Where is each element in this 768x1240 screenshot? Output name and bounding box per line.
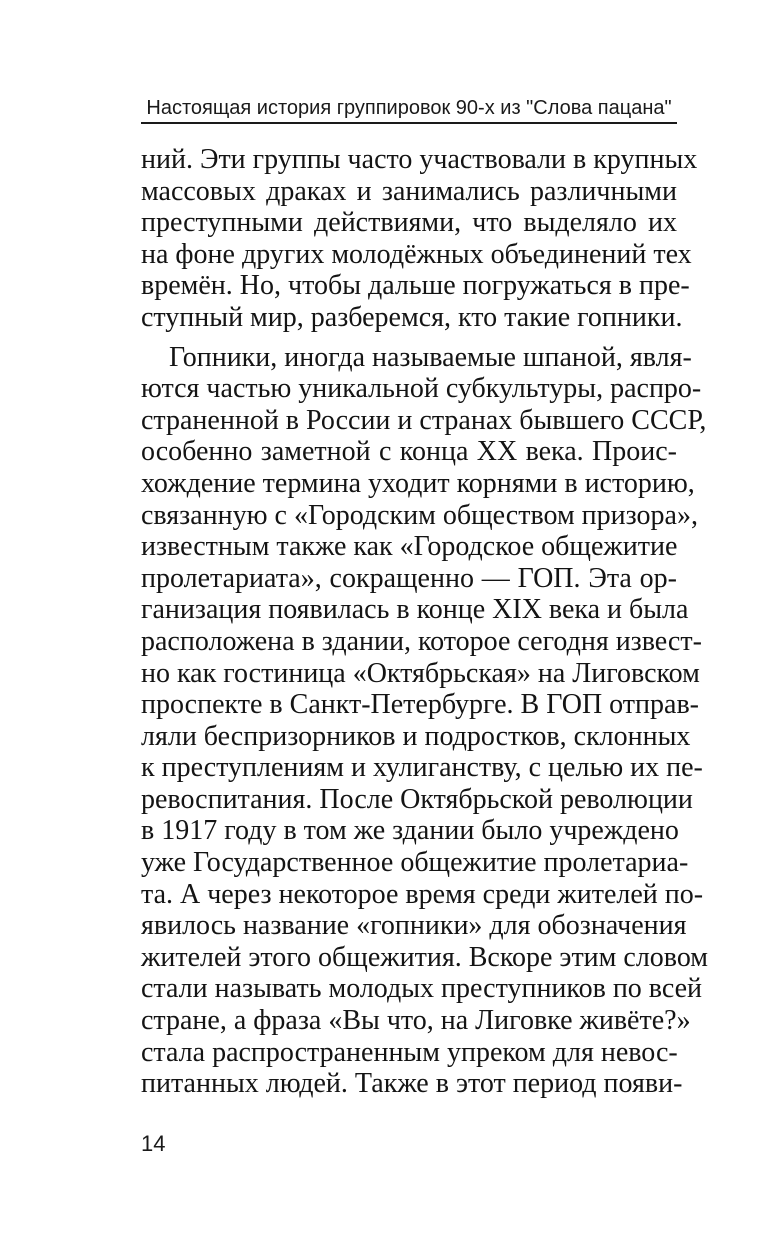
text-line: времён. Но, чтобы дальше погружаться в пре-	[141, 270, 690, 302]
text-line: в 1917 году в том же здании было учреждено	[141, 815, 679, 847]
text-line: Гопники, иногда называемые шпаной, явля-	[141, 341, 692, 373]
paragraph	[141, 341, 708, 1100]
text-line: но как гостиница «Октябрьская» на Лиговском	[141, 657, 700, 689]
paragraph	[141, 144, 698, 334]
page-number: 14	[141, 1131, 166, 1156]
text-line: стали называть молодых преступников по всей	[141, 973, 703, 1005]
text-line: ревоспитания. После Октябрьской революции	[141, 783, 693, 815]
text-line: пролетариата», сокращенно — ГОП. Эта ор-	[141, 562, 677, 594]
text-line: особенно заметной с конца XX века. Проис-	[141, 436, 677, 468]
text-line: питанных людей. Также в этот период появи-	[141, 1068, 683, 1100]
text-line: жителей этого общежития. Вскоре этим словом	[141, 941, 708, 973]
text-line: ступный мир, разберемся, кто такие гопники.	[141, 301, 683, 333]
text-line: к преступлениям и хулиганству, с целью их пе-	[141, 752, 703, 784]
text-line: ются частью уникальной субкультуры, распро-	[141, 373, 702, 405]
text-line: массовых драках и занимались различными	[141, 175, 677, 207]
text-line: явилось название «гопники» для обозначения	[141, 910, 687, 942]
text-line: страненной в России и странах бывшего СССР,	[141, 404, 707, 436]
paragraph-gap	[141, 334, 677, 342]
text-line: известным также как «Городское общежитие	[141, 531, 678, 563]
body-text	[141, 144, 708, 1100]
text-line: расположена в здании, которое сегодня извест-	[141, 625, 702, 657]
running-head: Настоящая история группировок 90-х из "Слова пацана"	[146, 97, 672, 119]
text-line: стала распространенным упреком для невос-	[141, 1036, 678, 1068]
text-line: ний. Эти группы часто участвовали в крупных	[141, 144, 698, 175]
text-line: уже Государственное общежитие пролетариа-	[141, 847, 689, 879]
text-line: хождение термина уходит корнями в историю,	[141, 467, 695, 499]
text-line: ляли беспризорников и подростков, склонных	[141, 720, 691, 752]
text-line: связанную с «Городским обществом призора»,	[141, 499, 698, 531]
header-rule	[141, 122, 677, 124]
text-line: стране, а фраза «Вы что, на Лиговке живёте?»	[141, 1005, 691, 1037]
text-line: ганизация появилась в конце XIX века и была	[141, 594, 689, 626]
text-line: та. А через некоторое время среди жителей по-	[141, 878, 704, 910]
text-line: проспекте в Санкт-Петербурге. В ГОП отправ-	[141, 689, 699, 721]
text-line: на фоне других молодёжных объединений тех	[141, 238, 692, 270]
text-line: преступными действиями, что выделяло их	[141, 207, 677, 239]
